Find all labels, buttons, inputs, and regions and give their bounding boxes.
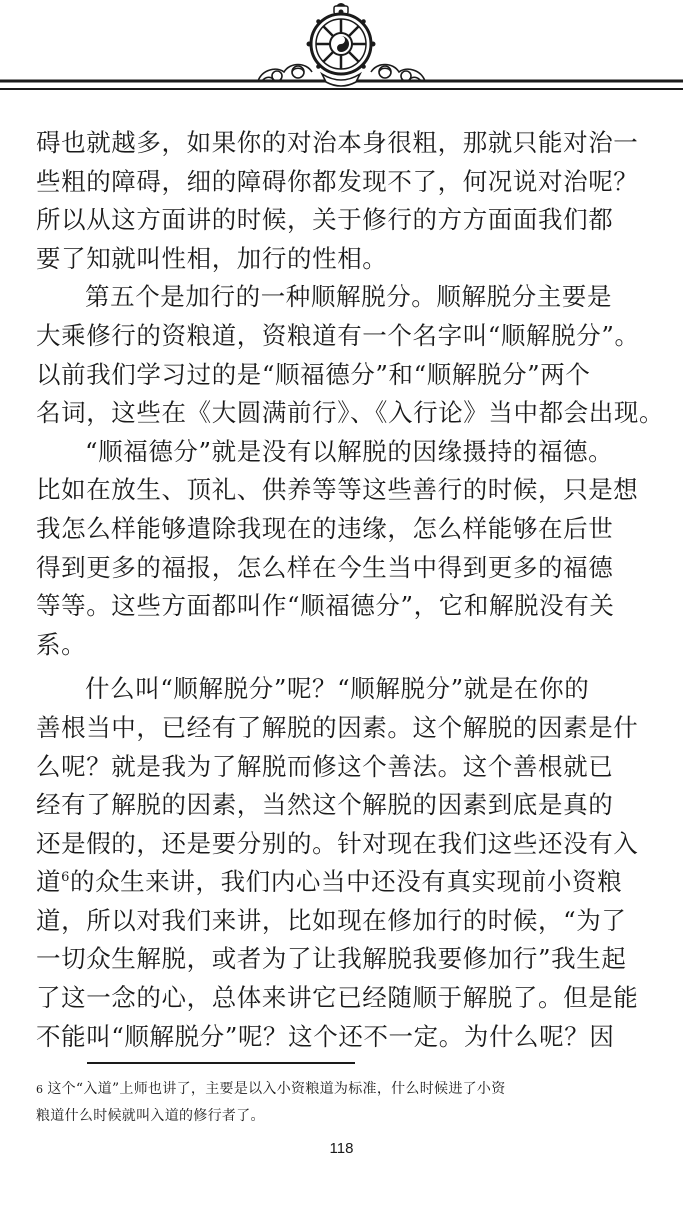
text-line: 么呢？就是我为了解脱而修这个善法。这个善根就已 [36, 751, 614, 781]
text-line: 系。 [36, 629, 87, 659]
text-line: 以前我们学习过的是“顺福德分”和“顺解脱分”两个 [36, 359, 591, 389]
paragraph [36, 670, 646, 863]
text-line: 碍也就越多，如果你的对治本身很粗，那就只能对治一 [36, 128, 639, 157]
page-header-ornament [0, 0, 683, 100]
text-line: 些粗的障碍，细的障碍你都发现不了，何况说对治呢？ [36, 166, 639, 196]
body-text [36, 124, 665, 1056]
text-line: 了这一念的心，总体来讲它已经随顺于解脱了。但是能 [36, 983, 639, 1013]
text-line: 大乘修行的资粮道，资粮道有一个名字叫“顺解脱分”。 [36, 320, 640, 350]
footnote [36, 1076, 651, 1129]
text-line: 什么叫“顺解脱分”呢？“顺解脱分”就是在你的 [85, 674, 590, 704]
text-line: 还是假的，还是要分别的。针对现在我们这些还没有入 [36, 828, 639, 858]
text-line: 一切众生解脱，或者为了让我解脱我要修加行”我生起 [36, 944, 627, 974]
footnote-ref[interactable]: 6 [61, 870, 70, 886]
footnote-line: 粮道什么时候就叫入道的修行者了。 [36, 1108, 265, 1124]
text-fragment: 的众生来讲，我们内心当中还没有真实现前小资粮 [69, 867, 623, 897]
text-line: 道，所以对我们来讲，比如现在修加行的时候，“为了 [36, 905, 627, 935]
text-line: 我怎么样能够遣除我现在的违缘，怎么样能够在后世 [36, 513, 614, 543]
text-line: 等等。这些方面都叫作“顺福德分”，它和解脱没有关 [36, 591, 615, 621]
footnote-line [36, 1076, 651, 1103]
text-fragment: 道 [36, 867, 62, 897]
footnote-number: 6 [36, 1083, 44, 1096]
text-line: 名词，这些在《大圆满前行》、《入行论》当中都会出现。 [36, 398, 665, 428]
footnote-divider [87, 1062, 355, 1064]
header-ornament-svg [0, 0, 683, 100]
text-line: 不能叫“顺解脱分”呢？这个还不一定。为什么呢？因 [36, 1021, 615, 1051]
footnote-text: 这个“入道”上师也讲了，主要是以入小资粮道为标准，什么时候进了小资 [47, 1081, 506, 1097]
page-number: 118 [329, 1140, 354, 1157]
text-line [36, 863, 646, 902]
paragraph [36, 278, 665, 432]
text-line: 第五个是加行的一种顺解脱分。顺解脱分主要是 [85, 282, 613, 312]
text-line: 经有了解脱的因素，当然这个解脱的因素到底是真的 [36, 790, 614, 820]
paragraph [36, 433, 646, 665]
dharma-wheel-icon [307, 3, 376, 86]
paragraph [36, 863, 646, 1056]
text-line: 善根当中，已经有了解脱的因素。这个解脱的因素是什 [36, 712, 639, 742]
text-line: 所以从这方面讲的时候，关于修行的方方面面我们都 [36, 205, 614, 235]
text-line: 得到更多的福报，怎么样在今生当中得到更多的福德 [36, 552, 614, 582]
cloud-scroll-icon [371, 65, 425, 82]
text-line: 要了知就叫性相，加行的性相。 [36, 243, 388, 273]
paragraph [36, 124, 646, 278]
cloud-scroll-icon [258, 65, 312, 82]
text-line: 比如在放生、顶礼、供养等等这些善行的时候，只是想 [36, 475, 639, 505]
text-line: “顺福德分”就是没有以解脱的因缘摄持的福德。 [85, 436, 614, 466]
